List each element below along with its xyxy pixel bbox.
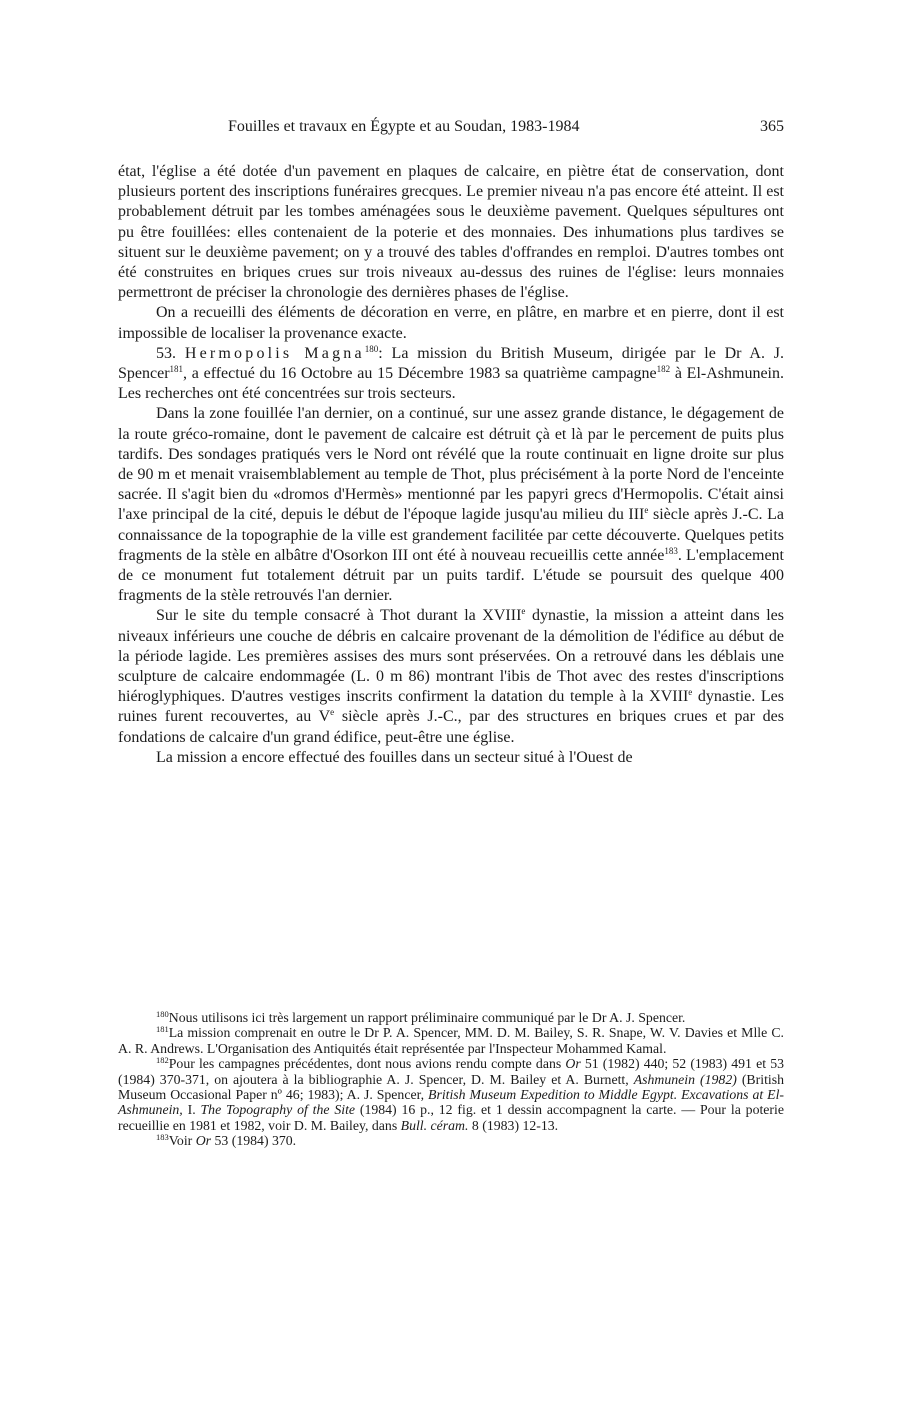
footnote-text: 8 (1983) 12-13. — [468, 1117, 559, 1133]
section-number: 53. — [156, 344, 176, 362]
footnote-ref-183: 183 — [664, 545, 678, 556]
superscript-e: e — [644, 505, 649, 516]
paragraph-3-hermopolis — [118, 344, 784, 405]
footnote-text: 51 (1982) 440; 52 (1983) 491 et 53 (1984) 370-371, on ajoutera à la bibliographie A. J. Spencer, D. M. Bailey et A. Burnett, — [118, 1056, 784, 1087]
footnote-181 — [118, 1025, 784, 1056]
footnote-text: La mission comprenait en outre le Dr P. A. Spencer, MM. D. M. Bailey, S. R. Snape, W. V. Davies et Mlle C. A. R. Andrews. L'Organisation des Antiquités était représentée par l'Inspecteur Mohammed Kamal. — [118, 1025, 784, 1056]
journal-abbrev: Bull. céram. — [400, 1117, 469, 1133]
footnote-180 — [118, 1010, 784, 1025]
running-title: Fouilles et travaux en Égypte et au Soudan, 1983-1984 — [228, 118, 580, 135]
footnote-text: I. — [182, 1102, 201, 1118]
superscript-e: e — [521, 606, 526, 617]
footnotes — [118, 1010, 784, 1149]
footnote-number: 180 — [156, 1009, 169, 1019]
paragraph-text: siècle après J.-C. La connaissance de la topographie de la ville est grandement facilitée par cette découverte. Quelques petits fragments de la stèle en albâtre d'Osorkon III ont été à nouveau recueillis cette année — [118, 506, 784, 564]
paragraph-text: dynastie, la mission a atteint dans les niveaux inférieurs une couche de débris en calcaire provenant de la démolition de l'édifice au début de la période lagide. Les premières assises des murs sont préservées. On a retrouvé dans les déblais une sculpture de calcaire endommagée (L. 0 m 86) montrant l'ibis de Thot avec des restes d'inscriptions hiéroglyphiques. D'autres vestiges inscrits confirment la datation du temple à la XVIII — [118, 607, 785, 706]
book-title: Ashmunein (1982) — [633, 1071, 737, 1087]
paragraph-text: siècle après J.-C., par des structures en briques crues et par des fondations de calcaire d'un grand édifice, peut-être une église. — [118, 708, 785, 746]
paragraph-text: à El-Ashmunein. Les recherches ont été concentrées sur trois secteurs. — [118, 365, 785, 403]
footnote-ref-182: 182 — [656, 364, 671, 375]
paragraph-2: On a recueilli des éléments de décoration en verre, en plâtre, en marbre et en pierre, dont il est impossible de localiser la provenance exacte. — [118, 304, 784, 342]
book-title: British Museum Expedition to Middle Egypt. Excavations at El-Ashmunein, — [118, 1087, 784, 1118]
footnote-ref-181: 181 — [169, 364, 184, 375]
paragraph-text: : La mission du British Museum, dirigée par le Dr A. J. Spencer — [118, 344, 784, 383]
paragraph-6: La mission a encore effectué des fouilles dans un secteur situé à l'Ouest de — [156, 748, 633, 766]
paragraph-text: . L'emplacement de ce monument fut totalement détruit par un puits tardif. L'étude se poursuit des quelque 400 fragments de la stèle retrouvés l'an dernier. — [118, 546, 784, 605]
footnote-number: 182 — [156, 1055, 169, 1066]
journal-abbrev: Or — [565, 1056, 581, 1072]
footnote-text: Pour les campagnes précédentes, dont nous avions rendu compte dans — [168, 1056, 566, 1072]
footnote-text: (British Museum Occasional Paper nº 46; 1983); A. J. Spencer, — [118, 1071, 785, 1103]
paragraph-1: état, l'église a été dotée d'un pavement en plaques de calcaire, en piètre état de conservation, dont plusieurs portent des inscriptions funéraires grecques. Le premier niveau n'a pas encore été atteint. Il est probablement détruit par les tombes aménagées sous le deuxième pavement. Quelques sépultures ont pu être fouillées: elles contenaient de la poterie et des monnaies. Des inhumations plus tardives se situent sur le deuxième pavement; on y a trouvé des tables d'offrandes en remploi. D'autres tombes ont été construites en briques crues sur trois niveaux au-dessus des ruines de l'église: leurs monnaies permettront de préciser la chronologie des dernières phases de l'église. — [118, 163, 784, 302]
paragraph-5 — [118, 606, 784, 747]
site-name: Hermopolis Magna — [184, 344, 365, 362]
footnote-number: 181 — [156, 1024, 169, 1035]
paragraph-text: dynastie. Les ruines furent recouvertes, au V — [118, 688, 785, 726]
footnote-text: Voir — [168, 1133, 196, 1149]
superscript-e: e — [688, 687, 693, 698]
main-text — [118, 162, 784, 768]
footnote-number: 183 — [156, 1132, 169, 1143]
page-number: 365 — [760, 118, 784, 135]
journal-abbrev: Or — [195, 1133, 212, 1149]
footnote-ref-180: 180 — [364, 343, 379, 354]
running-header — [118, 118, 784, 142]
footnote-text: 53 (1984) 370. — [211, 1133, 297, 1149]
paragraph-4 — [118, 404, 784, 606]
footnote-text: (1984) 16 p., 12 fig. et 1 dessin accompagnent la carte. — Pour la poterie recueillie en 1981 et 1982, voir D. M. Bailey, dans — [118, 1102, 784, 1133]
footnote-183 — [118, 1133, 784, 1148]
paragraph-text: , a effectué du 16 Octobre au 15 Décembre 1983 sa quatrième campagne — [183, 365, 657, 383]
footnote-182 — [118, 1056, 784, 1133]
paragraph-text: Sur le site du temple consacré à Thot durant la XVIII — [156, 607, 522, 625]
paragraph-text: Dans la zone fouillée l'an dernier, on a continué, sur une assez grande distance, le dégagement de la route gréco-romaine, dont le pavement de calcaire est détruit çà et là par le percement de puits plus tardifs. Des sondages pratiqués vers le Nord ont révélé que la route continuait en ligne droite sur plus de 90 m et menait vraisemblablement au temple de Thot, plus précisément à la porte Nord de l'enceinte sacrée. Il s'agit bien du «dromos d'Hermès» mentionné par les papyri grecs d'Hermopolis. C'était ainsi l'axe principal de la cité, depuis le début de l'époque lagide jusqu'au milieu du III — [118, 405, 784, 524]
footnote-text: Nous utilisons ici très largement un rapport préliminaire communiqué par le Dr A. J. Spencer. — [168, 1010, 686, 1025]
superscript-e: e — [330, 707, 335, 718]
book-title: The Topography of the Site — [200, 1102, 356, 1118]
